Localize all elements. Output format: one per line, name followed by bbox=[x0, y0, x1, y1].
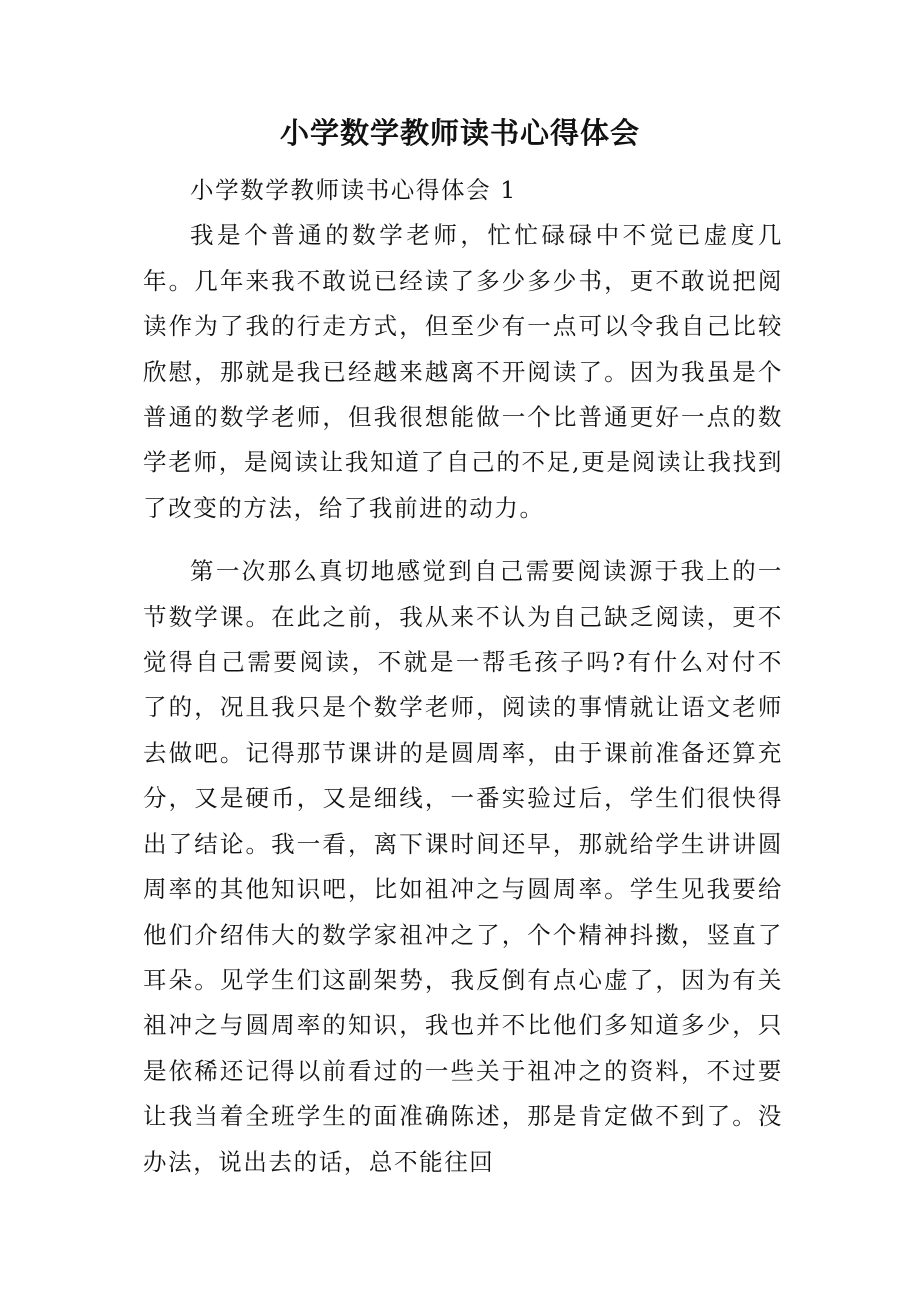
section-heading: 小学数学教师读书心得体会 1 bbox=[190, 176, 517, 204]
document-title: 小学数学教师读书心得体会 bbox=[279, 116, 640, 150]
document-body bbox=[143, 168, 783, 1185]
paragraph: 第一次那么真切地感觉到自己需要阅读源于我上的一节数学课。在此之前，我从来不认为自己缺乏阅读，更不觉得自己需要阅读，不就是一帮毛孩子吗?有什么对付不了的，况且我只是个数学老师，阅读的事情就让语文老师去做吧。记得那节课讲的是圆周率，由于课前准备还算充分，又是硬币，又是细线，一番实验过后，学生们很快得出了结论。我一看，离下课时间还早，那就给学生讲讲圆周率的其他知识吧，比如祖冲之与圆周率。学生见我要给他们介绍伟大的数学家祖冲之了，个个精神抖擞，竖直了耳朵。见学生们这副架势，我反倒有点心虚了，因为有关祖冲之与圆周率的知识，我也并不比他们多知道多少，只是依稀还记得以前看过的一些关于祖冲之的资料，不过要让我当着全班学生的面准确陈述，那是肯定做不到了。没办法，说出去的话，总不能往回 bbox=[143, 557, 783, 1176]
paragraph: 我是个普通的数学老师，忙忙碌碌中不觉已虚度几年。几年来我不敢说已经读了多少多少书，更不敢说把阅读作为了我的行走方式，但至少有一点可以令我自己比较欣慰，那就是我已经越来越离不开阅读了。因为我虽是个普通的数学老师，但我很想能做一个比普通更好一点的数学老师，是阅读让我知道了自己的不足,更是阅读让我找到了改变的方法，给了我前进的动力。 bbox=[143, 221, 783, 522]
